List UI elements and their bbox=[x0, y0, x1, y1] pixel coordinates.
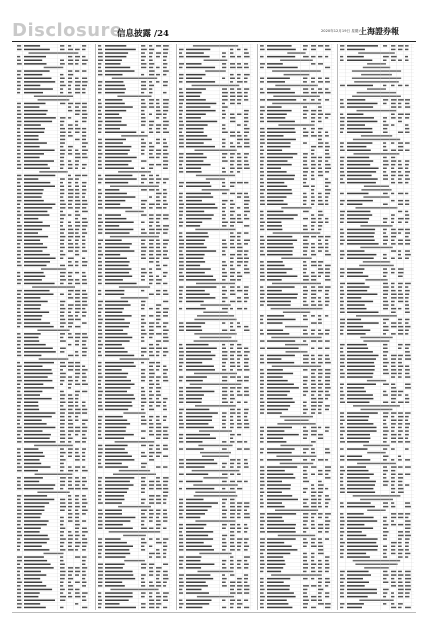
table-column-1 bbox=[16, 44, 91, 610]
masthead-logo: 上海證券報 bbox=[359, 26, 399, 36]
disclosure-tables bbox=[16, 44, 412, 610]
table-text-texture bbox=[97, 44, 172, 610]
table-text-texture bbox=[16, 44, 91, 610]
table-text-texture bbox=[339, 44, 414, 610]
header-rule bbox=[12, 41, 416, 42]
table-column-4 bbox=[259, 44, 334, 610]
page-header bbox=[0, 0, 428, 44]
table-column-5 bbox=[339, 44, 414, 610]
column-divider bbox=[95, 44, 96, 610]
table-text-texture bbox=[259, 44, 334, 610]
issue-date: 2020年12月19日 星期六 bbox=[321, 29, 362, 33]
bottom-rule bbox=[12, 612, 416, 613]
section-word: Disclosure bbox=[12, 20, 123, 41]
column-divider bbox=[337, 44, 338, 610]
column-divider bbox=[176, 44, 177, 610]
table-column-3 bbox=[178, 44, 253, 610]
section-title: 信息披露 /24 bbox=[117, 29, 169, 39]
table-text-texture bbox=[178, 44, 253, 610]
column-divider bbox=[257, 44, 258, 610]
table-column-2 bbox=[97, 44, 172, 610]
